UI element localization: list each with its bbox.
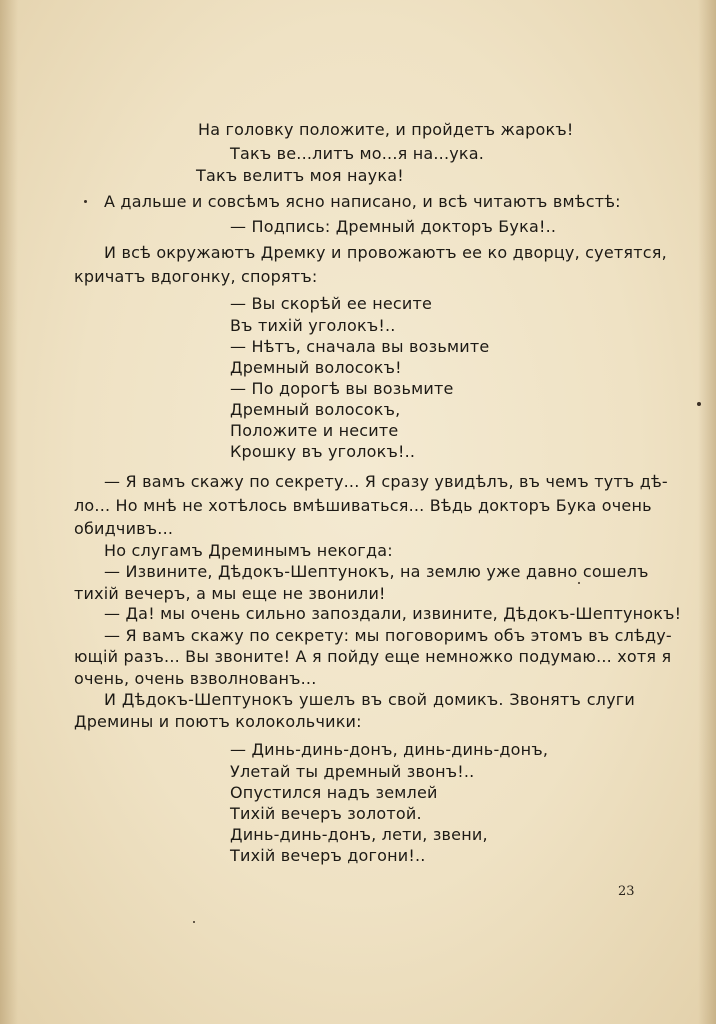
paragraph-line: тихій вечеръ, а мы еще не звонили! <box>74 584 386 603</box>
paragraph-line: ющій разъ... Вы звоните! А я пойду еще немножко подумаю... хотя я <box>74 647 672 666</box>
paragraph-line: — Да! мы очень сильно запоздали, извините, Дѣдокъ-Шептунокъ! <box>104 604 682 623</box>
signature-line: — Подпись: Дремный докторъ Бука!.. <box>230 217 557 236</box>
paragraph-line: И всѣ окружаютъ Дремку и провожаютъ ее ко дворцу, суетятся, <box>104 243 667 262</box>
paper-speck <box>84 200 87 203</box>
verse-line: — Динь-динь-донъ, динь-динь-донъ, <box>230 740 549 759</box>
paragraph-line: ло... Но мнѣ не хотѣлось вмѣшиваться... Вѣдь докторъ Бука очень <box>74 496 652 515</box>
paragraph-line: очень, очень взволнованъ... <box>74 669 317 688</box>
paper-speck <box>697 402 701 406</box>
verse-line: Тихій вечеръ золотой. <box>230 804 422 823</box>
paragraph-line: — Я вамъ скажу по секрету... Я сразу увидѣлъ, въ чемъ тутъ дѣ- <box>104 472 668 491</box>
page-edge-shadow-left <box>0 0 18 1024</box>
verse-line: Дремный волосокъ, <box>230 400 401 419</box>
page-edge-shadow-right <box>698 0 716 1024</box>
paragraph-line: А дальше и совсѣмъ ясно написано, и всѣ читаютъ вмѣстѣ: <box>104 192 621 211</box>
verse-line: Въ тихій уголокъ!.. <box>230 316 396 335</box>
verse-line: Динь-динь-донъ, лети, звени, <box>230 825 488 844</box>
verse-line: Тихій вечеръ догони!.. <box>230 846 426 865</box>
verse-line: Дремный волосокъ! <box>230 358 402 377</box>
verse-line: — По дорогѣ вы возьмите <box>230 379 454 398</box>
page-number: 23 <box>618 884 635 899</box>
paragraph-line: — Я вамъ скажу по секрету: мы поговоримъ объ этомъ въ слѣду- <box>104 626 672 645</box>
paragraph-line: обидчивъ... <box>74 519 174 538</box>
verse-line: Крошку въ уголокъ!.. <box>230 442 416 461</box>
paragraph-line: Но слугамъ Дреминымъ некогда: <box>104 541 393 560</box>
paragraph-line: кричатъ вдогонку, спорятъ: <box>74 267 318 286</box>
verse-line: Опустился надъ землей <box>230 783 438 802</box>
verse-line: — Нѣтъ, сначала вы возьмите <box>230 337 490 356</box>
verse-line: Такъ ве...литъ мо...я на...ука. <box>230 144 485 163</box>
verse-line: Положите и несите <box>230 421 399 440</box>
paragraph-line: И Дѣдокъ-Шептунокъ ушелъ въ свой домикъ. Звонятъ слуги <box>104 690 635 709</box>
paper-speck <box>193 921 195 923</box>
paper-speck <box>578 582 580 584</box>
paragraph-line: Дремины и поютъ колокольчики: <box>74 712 362 731</box>
verse-line: Такъ велитъ моя наука! <box>196 166 404 185</box>
verse-line: На головку положите, и пройдетъ жарокъ! <box>198 120 574 139</box>
verse-line: — Вы скорѣй ее несите <box>230 294 433 313</box>
paragraph-line: — Извините, Дѣдокъ-Шептунокъ, на землю уже давно сошелъ <box>104 562 649 581</box>
verse-line: Улетай ты дремный звонъ!.. <box>230 762 475 781</box>
